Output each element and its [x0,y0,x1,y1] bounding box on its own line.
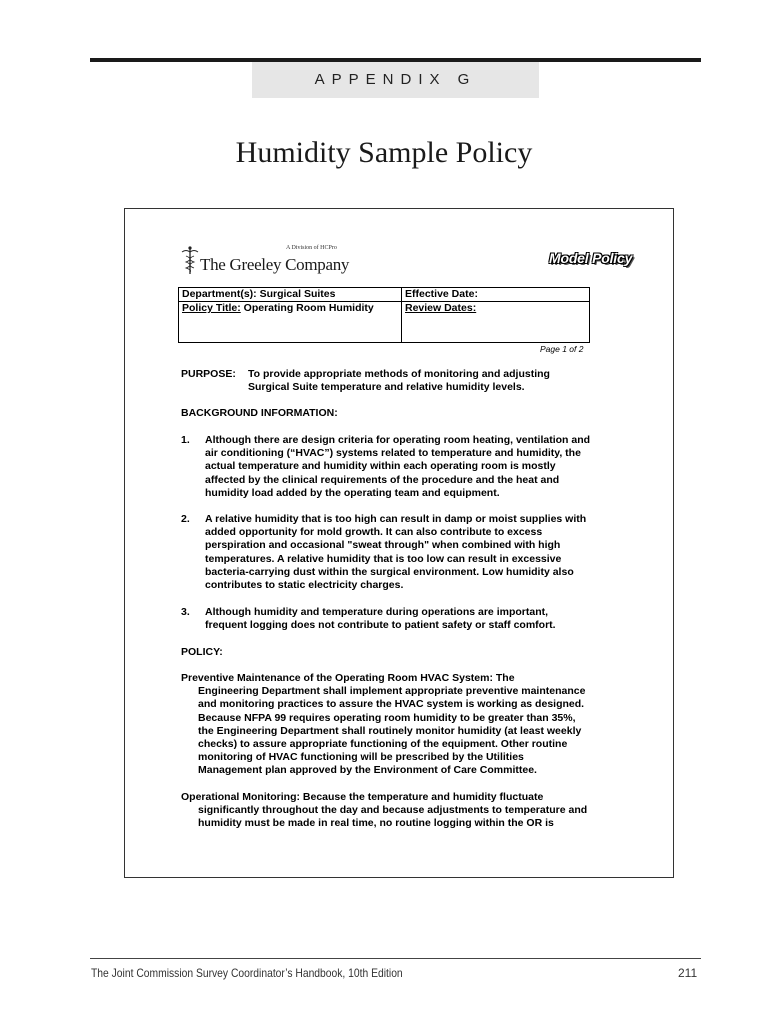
list-item-line: bacteria-carrying dust within the surgical environment. Low humidity also [205,565,574,578]
table-row [179,288,590,302]
departments-cell: Department(s): Surgical Suites [179,288,402,302]
pm-line: and monitoring practices to assure the HVAC system is working as designed. [198,698,585,711]
purpose-label: PURPOSE: [181,368,236,380]
policy-heading: POLICY: [181,646,223,658]
preventive-maintenance-section [181,672,591,778]
policy-title-cell [179,302,402,343]
purpose-line-2: Surgical Suite temperature and relative humidity levels. [248,381,525,394]
list-item [181,606,591,632]
om-line: humidity must be made in real time, no routine logging within the OR is [198,817,554,830]
page-indicator: Page 1 of 2 [540,344,584,354]
logo-company-name: The Greeley Company [200,255,350,274]
list-item-number: 3. [181,606,190,618]
page-title: Humidity Sample Policy [235,136,533,169]
pm-line: Engineering Department shall implement appropriate preventive maintenance [198,685,586,698]
pm-line: Because NFPA 99 requires operating room humidity to be greater than 35%, [198,711,576,724]
list-item-number: 1. [181,434,190,446]
footer-rule [90,958,701,959]
model-policy-badge: Model Policy [549,250,633,266]
list-item-line: frequent logging does not contribute to patient safety or staff comfort. [205,619,556,632]
list-item-line: air conditioning (“HVAC”) systems related to temperature and humidity, the [205,447,581,460]
pm-line: the Engineering Department shall routinely monitor humidity (at least weekly [198,724,582,737]
policy-header-table [178,287,590,343]
policy-title-label: Policy Title: [182,302,241,314]
logo-division-text: A Division of HCPro [286,245,337,251]
appendix-label: APPENDIX G [252,62,539,98]
list-item-line: humidity load added by the operating team and equipment. [205,486,500,499]
list-item [181,434,591,500]
review-dates-cell [402,302,590,343]
list-item-line: temperatures. A relative humidity that is too low can result in excessive [205,552,562,565]
pm-first-rest: : The [489,672,515,684]
footer-book-title: The Joint Commission Survey Coordinator’s Handbook, 10th Edition [91,966,403,980]
list-item [181,513,591,592]
list-item-line: actual temperature and humidity within each operating room is mostly [205,460,556,473]
effective-date-cell: Effective Date: [402,288,590,302]
om-line: significantly throughout the day and because adjustments to temperature and [198,804,588,817]
list-item-line: Although humidity and temperature during operations are important, [205,606,549,618]
greeley-logo [180,245,350,279]
purpose-line-1: To provide appropriate methods of monitoring and adjusting [248,368,550,380]
list-item-number: 2. [181,513,190,525]
om-first-rest: Because the temperature and humidity fluctuate [300,791,544,803]
operational-monitoring-section [181,791,591,831]
review-dates-label: Review Dates: [405,302,477,314]
list-item-line: added opportunity for mold growth. It can also contribute to excess [205,526,543,539]
list-item-line: contributes to static electricity charges. [205,579,404,592]
table-row [179,302,590,343]
list-item-line: A relative humidity that is too high can result in damp or moist supplies with [205,513,587,525]
policy-title-value: Operating Room Humidity [240,302,374,314]
list-item-line: Although there are design criteria for operating room heating, ventilation and [205,434,591,446]
caduceus-icon [180,245,200,275]
background-heading: BACKGROUND INFORMATION: [181,407,338,419]
list-item-line: perspiration and occasional "sweat through" when combined with high [205,539,561,552]
pm-line: Management plan approved by the Environment of Care Committee. [198,764,537,777]
footer-page-number: 211 [678,966,698,980]
pm-line: monitoring of HVAC functioning will be prescribed by the Utilities [198,751,524,764]
purpose-section [181,368,591,394]
om-label: Operational Monitoring: [181,791,300,803]
pm-label: Preventive Maintenance of the Operating Room HVAC System [181,672,490,684]
pm-line: checks) to assure appropriate functioning of the equipment. Other routine [198,738,568,751]
list-item-line: affected by the clinical requirements of the procedure and the heat and [205,473,560,486]
